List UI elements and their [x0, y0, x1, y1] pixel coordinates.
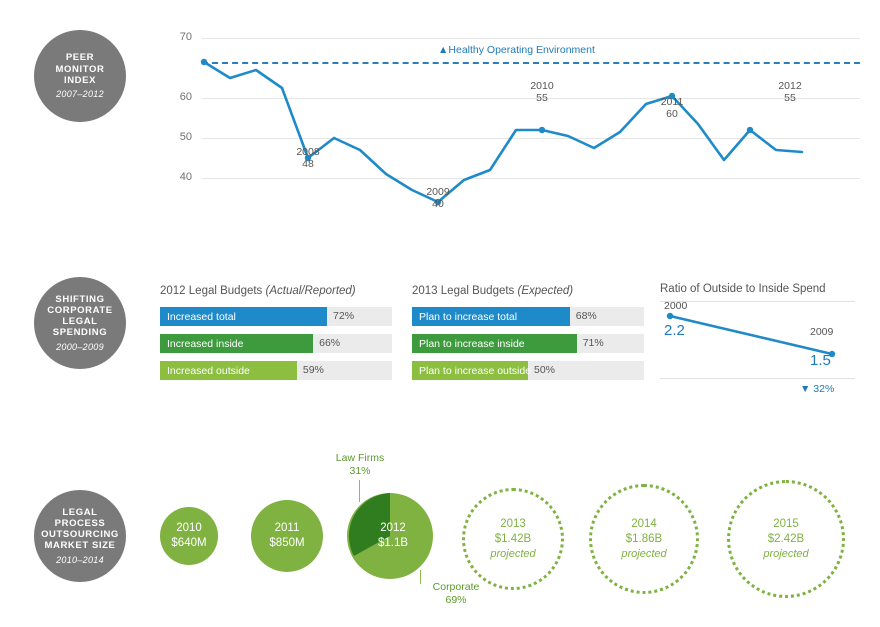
lpo-projected-note: projected	[621, 547, 667, 560]
bar-row	[412, 334, 644, 353]
lpo-year: 2013	[500, 517, 526, 530]
bar-label: Increased outside	[167, 364, 250, 377]
badge-line-2: CORPORATE	[47, 304, 113, 316]
lpo-year: 2014	[631, 517, 657, 530]
bar-row	[412, 361, 644, 380]
lpo-circle-2010	[160, 507, 218, 565]
ratio-start-value: 2.2	[664, 322, 685, 339]
lpo-circle-2013-projected	[462, 488, 564, 590]
badge-line-3: LEGAL	[62, 316, 98, 328]
annotation-year: 2011	[660, 96, 684, 108]
lpo-circle-2011	[251, 500, 323, 572]
peer-monitor-index-badge	[34, 30, 126, 122]
bar-row	[160, 361, 392, 380]
bar-percent: 59%	[302, 364, 324, 376]
pie-label-name: Corporate	[432, 581, 480, 593]
bar-label: Plan to increase inside	[419, 337, 525, 350]
badge-years: 2000–2009	[56, 341, 104, 352]
badge-line-1: PEER	[65, 52, 95, 64]
ratio-start-year: 2000	[664, 300, 688, 312]
shifting-corporate-legal-spending-section	[0, 255, 880, 405]
badge-line-1: SHIFTING	[55, 293, 105, 305]
badge-line-1: LEGAL	[62, 506, 98, 518]
bar-label: Plan to increase total	[419, 310, 518, 323]
bar-row	[160, 334, 392, 353]
badge-line-4: SPENDING	[52, 327, 108, 339]
bar-group-2012-title	[160, 285, 392, 297]
bar-row	[160, 307, 392, 326]
ratio-delta: ▼ 32%	[800, 383, 835, 395]
lpo-year: 2010	[176, 522, 202, 535]
peer-index-series-svg	[160, 18, 860, 211]
lpo-projected-note: projected	[763, 547, 809, 560]
peer-index-line-chart	[160, 18, 860, 211]
annotation-year: 2010	[530, 80, 554, 92]
bar-group-2013-title-main: 2013 Legal Budgets	[412, 285, 515, 297]
lpo-market-size-section	[0, 452, 880, 627]
bar-fill	[412, 307, 570, 326]
bar-percent: 71%	[582, 337, 604, 349]
bar-fill	[160, 361, 297, 380]
lpo-amount: $640M	[171, 537, 207, 549]
pie-label-name: Law Firms	[335, 452, 385, 464]
bar-fill	[160, 334, 313, 353]
pie-label-pct: 31%	[349, 465, 371, 478]
badge-line-2: MONITOR	[55, 63, 105, 75]
lpo-circle-2014-projected	[589, 484, 699, 594]
bar-fill	[412, 361, 532, 380]
bar-percent: 50%	[534, 364, 556, 376]
lpo-year: 2015	[773, 517, 799, 530]
y-tick-50: 50	[179, 131, 192, 143]
annotation-year: 2012	[778, 80, 802, 92]
lpo-year: 2011	[274, 522, 300, 535]
annotation-2012	[755, 80, 825, 104]
bar-percent: 66%	[319, 337, 341, 349]
annotation-year: 2008	[296, 146, 320, 158]
peer-monitor-index-section	[0, 0, 880, 230]
annotation-2008	[273, 146, 343, 170]
bar-percent: 68%	[575, 310, 597, 322]
bar-fill	[412, 334, 577, 353]
annotation-2011	[637, 96, 707, 120]
lpo-market-size-badge	[34, 490, 126, 582]
bar-fill	[160, 307, 327, 326]
bar-group-2013-budgets	[412, 285, 644, 388]
badge-years: 2007–2012	[56, 89, 104, 99]
lpo-amount: $1.42B	[494, 532, 532, 545]
data-point	[201, 59, 207, 65]
ratio-end-value: 1.5	[810, 352, 831, 369]
annotation-value: 40	[432, 198, 444, 211]
bar-group-2012-budgets	[160, 285, 392, 388]
lpo-circle-2012-pie	[347, 493, 433, 579]
ratio-canvas	[660, 301, 855, 379]
lpo-amount: $2.42B	[767, 532, 805, 545]
threshold-triangle-icon: ▲	[438, 44, 449, 56]
bar-group-2013-title-em: (Expected)	[517, 285, 574, 297]
bar-label: Increased inside	[167, 337, 244, 350]
annotation-value: 48	[302, 158, 314, 171]
lpo-2012-center-label	[347, 493, 433, 579]
bar-label: Increased total	[167, 310, 236, 323]
annotation-year: 2009	[426, 186, 450, 198]
annotation-value: 55	[536, 92, 548, 105]
annotation-2009	[403, 186, 473, 210]
ratio-end-year: 2009	[810, 326, 834, 338]
badge-line-4: MARKET SIZE	[44, 540, 116, 552]
annotation-value: 60	[666, 108, 678, 121]
ratio-title: Ratio of Outside to Inside Spend	[660, 283, 826, 295]
lpo-projected-note: projected	[490, 547, 536, 560]
bar-label: Plan to increase outside	[419, 364, 532, 377]
lpo-circle-2015-projected	[727, 480, 845, 598]
badge-years: 2010–2014	[56, 554, 104, 565]
shifting-spending-badge	[34, 277, 126, 369]
bar-row	[412, 307, 644, 326]
annotation-value: 55	[784, 92, 796, 105]
data-point	[747, 127, 753, 133]
y-tick-60: 60	[179, 91, 192, 103]
data-point	[667, 313, 673, 319]
bar-percent: 72%	[333, 310, 355, 322]
bar-group-2012-title-em: (Actual/Reported)	[265, 285, 356, 297]
bar-group-2013-title	[412, 285, 644, 297]
lpo-amount: $1.1B	[377, 537, 409, 549]
lpo-amount: $1.86B	[625, 532, 663, 545]
lpo-amount: $850M	[269, 537, 305, 549]
threshold-text: Healthy Operating Environment	[448, 44, 595, 56]
peer-index-line	[204, 62, 802, 202]
pie-leader-top	[359, 480, 360, 502]
lpo-year: 2012	[380, 522, 406, 535]
y-tick-40: 40	[179, 171, 192, 183]
badge-line-3: INDEX	[63, 74, 97, 86]
outside-inside-ratio-chart	[660, 283, 860, 395]
annotation-2010	[507, 80, 577, 104]
data-point	[539, 127, 545, 133]
pie-label-pct: 69%	[445, 594, 467, 607]
bar-group-2012-title-main: 2012 Legal Budgets	[160, 285, 263, 297]
ratio-line	[670, 316, 832, 354]
y-tick-70: 70	[179, 31, 192, 43]
pie-label-law-firms	[300, 452, 420, 478]
badge-line-2: PROCESS	[54, 517, 106, 529]
badge-line-3: OUTSOURCING	[41, 529, 119, 541]
